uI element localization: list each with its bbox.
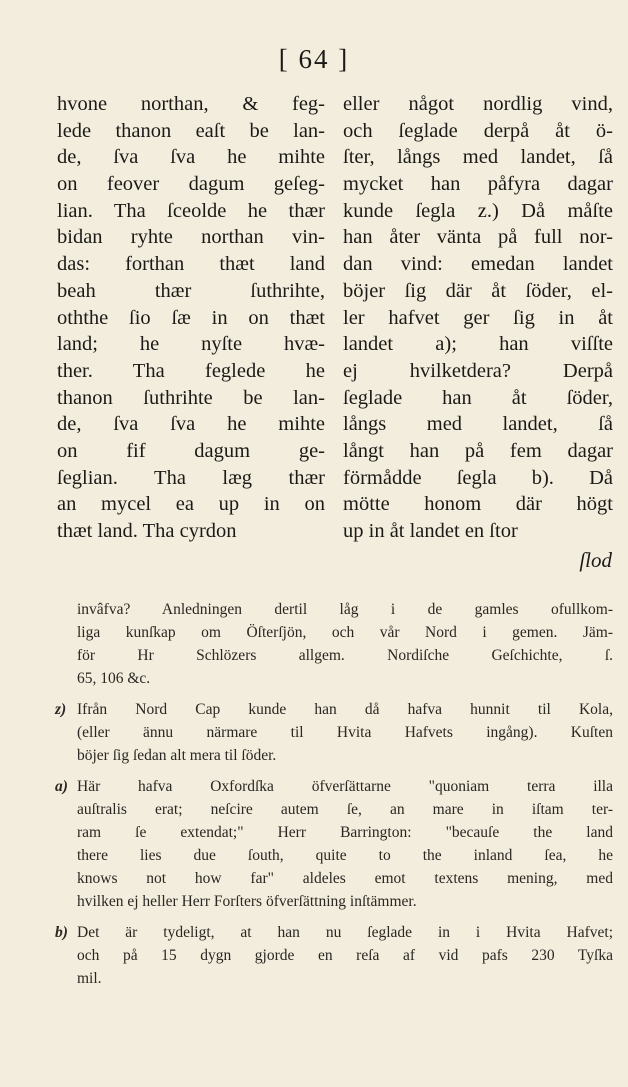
text-line: de, ſva ſva he mihte <box>57 146 325 169</box>
text-line: förmådde ſegla b). Då <box>343 466 613 489</box>
text-line: ej hvilketdera? Derpå <box>343 359 613 382</box>
footnote-line: ram ſe extendat;" Herr Barrington: "becauſe the land <box>77 824 613 841</box>
text-line: bidan ryhte northan vin- <box>57 226 325 249</box>
footnote-line: för Hr Schlözers allgem. Nordiſche Geſchichte, ſ. <box>77 647 613 664</box>
text-line: on feover dagum geſeg- <box>57 173 325 196</box>
right-column-swedish <box>343 91 613 545</box>
footnote <box>77 598 613 690</box>
text-line: dan vind: emedan landet <box>343 253 613 276</box>
footnote-line: Ifrån Nord Cap kunde han då hafva hunnit til Kola, <box>77 701 613 718</box>
text-line: långt han på fem dagar <box>343 439 613 462</box>
footnote <box>55 698 613 767</box>
footnote-line: invâfva? Anledningen dertil låg i de gamles ofullkom- <box>77 601 613 618</box>
text-line: ſeglade han åt ſöder, <box>343 386 613 409</box>
text-line: kunde ſegla z.) Då måſte <box>343 199 613 222</box>
text-line: mycket han påfyra dagar <box>343 173 613 196</box>
footnote-line: there lies due ſouth, quite to the inland ſea, he <box>77 847 613 864</box>
text-line: ſter, långs med landet, ſå <box>343 146 613 169</box>
footnote-line: mil. <box>77 970 102 987</box>
text-line: thæt land. Tha cyrdon <box>57 520 237 542</box>
text-line: ther. Tha feglede he <box>57 359 325 382</box>
text-line: han åter vänta på full nor- <box>343 226 613 249</box>
page-number: [ 64 ] <box>278 44 350 74</box>
text-line: och ſeglade derpå åt ö- <box>343 119 613 142</box>
footnote-line: liga kunſkap om Öſterſjön, och vår Nord i gemen. Jäm- <box>77 624 613 641</box>
text-line: hvone northan, & feg- <box>57 93 325 115</box>
footnote-line: Det är tydeligt, at han nu ſeglade in i Hvita Hafvet; <box>77 924 613 941</box>
text-line: das: forthan thæt land <box>57 253 325 276</box>
left-column-anglo-saxon <box>57 91 325 545</box>
text-line: thanon ſuthrihte be lan- <box>57 386 325 409</box>
text-line: långs med landet, ſå <box>343 413 613 436</box>
footnote-mark: b) <box>55 924 68 941</box>
footnote-line: och på 15 dygn gjorde en reſa af vid pafs 230 Tyſka <box>77 947 613 964</box>
text-line: böjer ſig där åt ſöder, el- <box>343 279 613 302</box>
footnote-mark: z) <box>55 701 67 718</box>
footnote-line: auſtralis erat; neſcire autem ſe, an mare in iſtam ter- <box>77 801 613 818</box>
text-line: an mycel ea up in on <box>57 493 325 516</box>
footnote-line: Här hafva Oxfordſka öfverſättarne "quoniam terra illa <box>77 778 613 795</box>
text-line: oththe ſio ſæ in on thæt <box>57 306 325 329</box>
text-line: ſeglian. Tha læg thær <box>57 466 325 489</box>
footnote <box>55 775 613 913</box>
text-line: beah thær ſuthrihte, <box>57 279 325 302</box>
text-line: lian. Tha ſceolde he thær <box>57 199 325 222</box>
footnote <box>55 921 613 990</box>
footnotes <box>55 598 613 998</box>
footnote-line: knows not how far" aldeles emot textens mening, med <box>77 870 613 887</box>
text-line: on fif dagum ge- <box>57 439 325 462</box>
footnote-line: 65, 106 &c. <box>77 670 151 687</box>
text-line: de, ſva ſva he mihte <box>57 413 325 436</box>
footnote-line: (eller ännu närmare til Hvita Hafvets ingång). Kuſten <box>77 724 613 741</box>
text-line: landet a); han viſſte <box>343 333 613 356</box>
text-line: ler hafvet ger ſig in åt <box>343 306 613 329</box>
footnote-mark: a) <box>55 778 68 795</box>
text-line: land; he nyſte hvæ- <box>57 333 325 356</box>
text-line: eller något nordlig vind, <box>343 93 613 115</box>
footnote-line: hvilken ej heller Herr Forſters öfverſättning inſtämmer. <box>77 893 417 910</box>
catchword: ſlod <box>579 548 612 572</box>
text-line: up in åt landet en ſtor <box>343 520 518 542</box>
text-line: lede thanon eaſt be lan- <box>57 119 325 142</box>
text-line: mötte honom där högt <box>343 493 613 516</box>
footnote-line: böjer ſig ſedan alt mera til ſöder. <box>77 747 277 764</box>
